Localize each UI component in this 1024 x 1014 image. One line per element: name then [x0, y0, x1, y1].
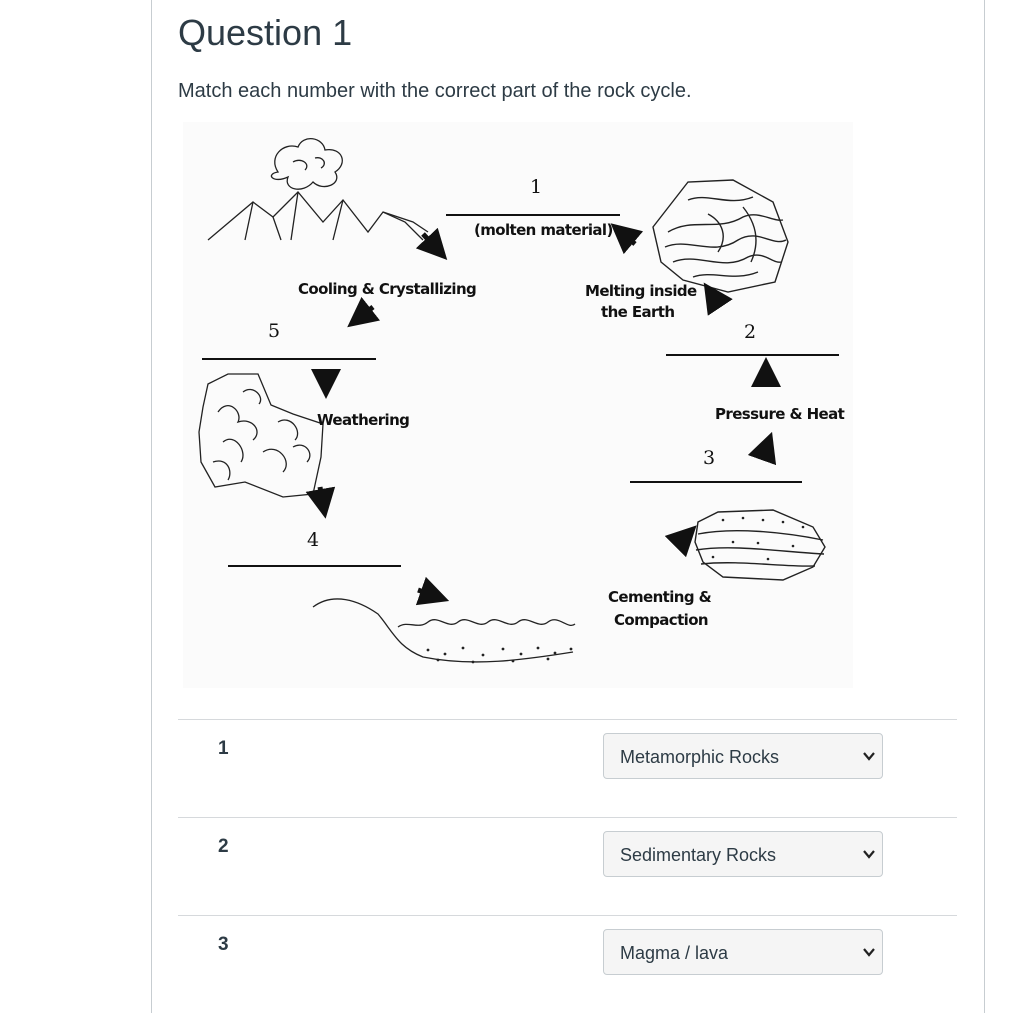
- cementing-label-line2: Compaction: [614, 611, 708, 629]
- sediment-illustration: [313, 599, 575, 663]
- answer-number: 2: [218, 836, 229, 857]
- blank-lines: [202, 215, 839, 566]
- select-value: Metamorphic Rocks: [620, 747, 780, 767]
- diagram-number-2: 2: [744, 321, 757, 343]
- metamorphic-rock-illustration: [653, 180, 788, 292]
- select-value: Magma / lava: [620, 943, 729, 963]
- select-value: Sedimentary Rocks: [620, 845, 777, 865]
- melting-label-line1: Melting inside: [585, 282, 697, 300]
- answer-number: 1: [218, 738, 229, 759]
- cementing-label-line1: Cementing &: [608, 588, 712, 606]
- answer-select-1[interactable]: [603, 733, 883, 779]
- diagram-number-5: 5: [268, 320, 281, 342]
- pressure-heat-label: Pressure & Heat: [715, 405, 845, 423]
- diagram-number-3: 3: [703, 447, 716, 469]
- question-title: Question 1: [178, 12, 353, 53]
- answer-select-3[interactable]: [603, 929, 883, 975]
- diagram-number-1: 1: [530, 176, 543, 198]
- diagram-number-4: 4: [307, 529, 320, 551]
- weathering-label: Weathering: [317, 411, 410, 429]
- chevron-down-icon: [862, 847, 876, 861]
- sedimentary-rock-illustration: [695, 510, 825, 580]
- answer-row: [178, 719, 957, 818]
- cooling-crystallizing-label: Cooling & Crystallizing: [298, 280, 477, 298]
- volcano-illustration: [208, 139, 428, 240]
- chevron-down-icon: [862, 945, 876, 959]
- answer-number: 3: [218, 934, 229, 955]
- chevron-down-icon: [862, 749, 876, 763]
- answer-row: [178, 817, 957, 916]
- melting-label-line2: the Earth: [601, 303, 675, 321]
- answer-select-2[interactable]: [603, 831, 883, 877]
- igneous-rock-illustration: [199, 374, 323, 497]
- molten-material-label: (molten material): [474, 221, 613, 239]
- question-prompt: Match each number with the correct part of the rock cycle.: [178, 80, 692, 102]
- answer-row: [178, 915, 957, 1014]
- rock-cycle-diagram: [183, 122, 853, 688]
